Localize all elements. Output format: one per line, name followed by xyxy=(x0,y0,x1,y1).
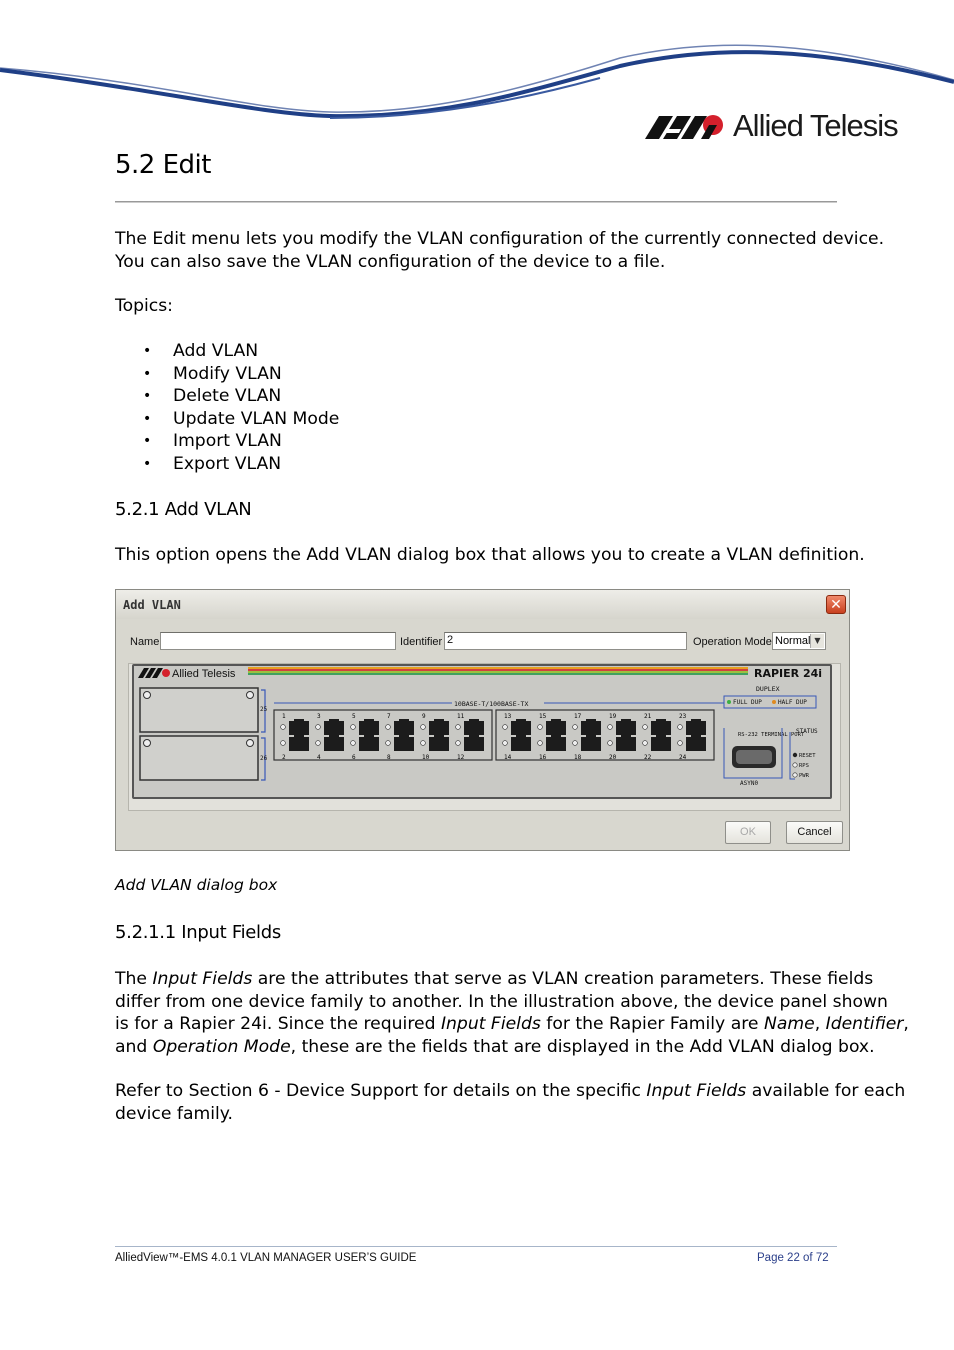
uplink-port-26-label: 26 xyxy=(260,755,268,762)
port-number-label: 8 xyxy=(387,754,391,761)
close-icon: ✕ xyxy=(830,597,842,613)
port-latch-icon xyxy=(294,719,304,722)
input-fields-heading: 5.2.1.1 Input Fields xyxy=(115,922,281,943)
port-latch-icon xyxy=(469,719,479,722)
port-led-icon xyxy=(538,725,543,730)
screw-icon xyxy=(247,692,254,699)
port-number-label: 24 xyxy=(679,754,687,761)
figure-caption: Add VLAN dialog box xyxy=(115,876,278,894)
port-led-icon xyxy=(281,725,286,730)
ok-button[interactable]: OK xyxy=(725,821,771,844)
topic-item: • Export VLAN xyxy=(140,453,339,476)
status-reset-label: RESET xyxy=(799,753,816,759)
screw-icon xyxy=(144,740,151,747)
panel-brand-mark-icon xyxy=(138,668,170,678)
ethernet-port-4[interactable] xyxy=(324,737,344,751)
ethernet-port-17[interactable] xyxy=(581,721,601,735)
port-number-label: 9 xyxy=(422,713,426,720)
screw-icon xyxy=(144,692,151,699)
intro-paragraph xyxy=(115,228,884,273)
name-label: Name xyxy=(130,636,160,648)
port-latch-icon xyxy=(516,719,526,722)
port-latch-icon xyxy=(621,719,631,722)
dialog-title: Add VLAN xyxy=(123,598,181,612)
port-led-icon xyxy=(316,725,321,730)
port-led-icon xyxy=(386,741,391,746)
brand-name: Allied Telesis xyxy=(733,108,898,143)
rapier-24i-front-panel xyxy=(134,666,830,797)
port-latch-icon xyxy=(434,719,444,722)
topic-item: • Delete VLAN xyxy=(140,385,339,408)
port-latch-icon xyxy=(691,735,701,738)
port-number-label: 15 xyxy=(539,713,547,720)
refer-paragraph: Refer to Section 6 - Device Support for details on the specific Input Fields available for each device family. xyxy=(115,1081,906,1124)
panel-model: RAPIER 24i xyxy=(754,667,823,680)
port-led-icon xyxy=(643,725,648,730)
port-number-label: 11 xyxy=(457,713,465,720)
ethernet-port-18[interactable] xyxy=(581,737,601,751)
rps-led-icon xyxy=(793,763,797,767)
port-number-label: 6 xyxy=(352,754,356,761)
ethernet-port-24[interactable] xyxy=(686,737,706,751)
port-latch-icon xyxy=(329,719,339,722)
port-number-label: 13 xyxy=(504,713,512,720)
port-latch-icon xyxy=(434,735,444,738)
ethernet-port-8[interactable] xyxy=(394,737,414,751)
pwr-led-icon xyxy=(793,773,797,777)
asyn-label: ASYN0 xyxy=(740,780,759,787)
port-latch-icon xyxy=(399,735,409,738)
uplink-port-25-label: 25 xyxy=(260,706,268,713)
port-group-label: 10BASE-T/100BASE-TX xyxy=(454,700,529,708)
port-led-icon xyxy=(678,741,683,746)
port-number-label: 2 xyxy=(282,754,286,761)
ethernet-port-13[interactable] xyxy=(511,721,531,735)
identifier-label: Identifier xyxy=(400,636,443,648)
port-number-label: 17 xyxy=(574,713,582,720)
device-panel xyxy=(132,664,832,799)
port-led-icon xyxy=(608,741,613,746)
uplink-module-25[interactable] xyxy=(140,688,258,732)
port-latch-icon xyxy=(469,735,479,738)
port-led-icon xyxy=(456,741,461,746)
port-led-icon xyxy=(608,725,613,730)
ethernet-port-5[interactable] xyxy=(359,721,379,735)
topic-item: • Add VLAN xyxy=(140,340,339,363)
port-led-icon xyxy=(456,725,461,730)
operation-mode-label: Operation Mode xyxy=(693,636,772,648)
duplex-label: DUPLEX xyxy=(756,685,780,693)
port-led-icon xyxy=(573,725,578,730)
ethernet-port-1[interactable] xyxy=(289,721,309,735)
ethernet-port-16[interactable] xyxy=(546,737,566,751)
input-fields-paragraph: The Input Fields are the attributes that serve as VLAN creation parameters. These fields differ from one device family to another. In the illustration above, the device panel shown is for a Rapier 24i. Since the required Input Fields for the Rapier Family are Name, Identifier, and Operation Mode, these are the fields that are displayed in the Add VLAN dialog box. xyxy=(115,969,909,1057)
terminal-port-label-text: RS-232 TERMINAL PORT xyxy=(738,732,805,738)
screw-icon xyxy=(247,740,254,747)
port-latch-icon xyxy=(621,735,631,738)
allied-telesis-mark-icon xyxy=(645,111,725,141)
port-latch-icon xyxy=(364,735,374,738)
operation-mode-value: Normal xyxy=(775,635,811,647)
port-latch-icon xyxy=(656,719,666,722)
terminal-port-label xyxy=(738,732,805,738)
port-latch-icon xyxy=(364,719,374,722)
topic-item: • Modify VLAN xyxy=(140,363,339,386)
port-led-icon xyxy=(316,741,321,746)
ethernet-port-20[interactable] xyxy=(616,737,636,751)
port-latch-icon xyxy=(399,719,409,722)
identifier-field[interactable]: 2 xyxy=(444,632,687,650)
allied-telesis-logo xyxy=(645,108,898,144)
status-label: STATUS xyxy=(796,728,818,735)
port-latch-icon xyxy=(656,735,666,738)
port-led-icon xyxy=(503,741,508,746)
topics-list xyxy=(140,340,339,475)
port-led-icon xyxy=(281,741,286,746)
port-number-label: 1 xyxy=(282,713,286,720)
port-led-icon xyxy=(421,725,426,730)
topics-label: Topics: xyxy=(115,296,173,316)
ethernet-port-21[interactable] xyxy=(651,721,671,735)
port-latch-icon xyxy=(516,735,526,738)
ethernet-port-10[interactable] xyxy=(429,737,449,751)
port-latch-icon xyxy=(329,735,339,738)
topic-item: • Import VLAN xyxy=(140,430,339,453)
chevron-down-icon[interactable]: ▼ xyxy=(810,634,824,648)
ethernet-port-15[interactable] xyxy=(546,721,566,735)
port-led-icon xyxy=(643,741,648,746)
port-led-icon xyxy=(351,725,356,730)
add-vlan-description: This option opens the Add VLAN dialog box that allows you to create a VLAN definition. xyxy=(115,545,865,565)
port-led-icon xyxy=(351,741,356,746)
port-number-label: 14 xyxy=(504,754,512,761)
port-number-label: 16 xyxy=(539,754,547,761)
port-number-label: 19 xyxy=(609,713,617,720)
status-pwr-label: PWR xyxy=(799,773,809,779)
full-dup-label: FULL DUP xyxy=(733,699,762,706)
footer-document-title: AlliedView™-EMS 4.0.1 VLAN MANAGER USER’S GUIDE xyxy=(115,1252,417,1264)
port-number-label: 12 xyxy=(457,754,465,761)
reset-led-icon xyxy=(793,753,797,757)
half-dup-led-icon xyxy=(772,700,776,704)
ethernet-port-19[interactable] xyxy=(616,721,636,735)
port-number-label: 7 xyxy=(387,713,391,720)
ethernet-port-22[interactable] xyxy=(651,737,671,751)
ethernet-port-11[interactable] xyxy=(464,721,484,735)
ethernet-port-12[interactable] xyxy=(464,737,484,751)
ethernet-port-3[interactable] xyxy=(324,721,344,735)
ports-right xyxy=(503,713,706,761)
port-number-label: 21 xyxy=(644,713,652,720)
port-number-label: 3 xyxy=(317,713,321,720)
serial-connector-pins-icon xyxy=(736,750,772,764)
port-number-label: 23 xyxy=(679,713,687,720)
add-vlan-heading: 5.2.1 Add VLAN xyxy=(115,499,252,520)
port-number-label: 4 xyxy=(317,754,321,761)
ethernet-port-7[interactable] xyxy=(394,721,414,735)
close-button[interactable] xyxy=(826,595,846,614)
port-led-icon xyxy=(421,741,426,746)
uplink-module-26[interactable] xyxy=(140,736,258,780)
port-led-icon xyxy=(678,725,683,730)
intro-line-2: You can also save the VLAN configuration of the device to a file. xyxy=(115,251,666,272)
port-latch-icon xyxy=(691,719,701,722)
cancel-button[interactable]: Cancel xyxy=(786,821,843,844)
port-number-label: 5 xyxy=(352,713,356,720)
ethernet-port-9[interactable] xyxy=(429,721,449,735)
intro-line-1: The Edit menu lets you modify the VLAN configuration of the currently connected device. xyxy=(115,229,885,249)
port-latch-icon xyxy=(586,719,596,722)
port-number-label: 18 xyxy=(574,754,582,761)
full-dup-led-icon xyxy=(727,700,731,704)
topic-item: • Update VLAN Mode xyxy=(140,408,339,431)
port-number-label: 10 xyxy=(422,754,430,761)
panel-brand: Allied Telesis xyxy=(172,668,236,680)
port-led-icon xyxy=(573,741,578,746)
dialog-title-bar[interactable] xyxy=(116,590,849,619)
footer-page-number: Page 22 of 72 xyxy=(757,1252,829,1264)
name-field[interactable] xyxy=(160,632,396,650)
ethernet-port-23[interactable] xyxy=(686,721,706,735)
ports-left xyxy=(281,713,484,761)
port-led-icon xyxy=(538,741,543,746)
section-title: 5.2 Edit xyxy=(115,150,211,180)
port-led-icon xyxy=(386,725,391,730)
status-rps-label: RPS xyxy=(799,763,809,769)
port-latch-icon xyxy=(551,735,561,738)
port-latch-icon xyxy=(294,735,304,738)
add-vlan-dialog xyxy=(115,589,850,851)
port-led-icon xyxy=(503,725,508,730)
ethernet-port-2[interactable] xyxy=(289,737,309,751)
port-latch-icon xyxy=(551,719,561,722)
footer-rule xyxy=(115,1246,837,1247)
port-latch-icon xyxy=(586,735,596,738)
port-number-label: 22 xyxy=(644,754,652,761)
port-number-label: 20 xyxy=(609,754,617,761)
operation-mode-select[interactable] xyxy=(772,632,826,650)
ethernet-port-6[interactable] xyxy=(359,737,379,751)
half-dup-label: HALF DUP xyxy=(778,699,807,706)
heading-rule xyxy=(115,201,837,203)
ethernet-port-14[interactable] xyxy=(511,737,531,751)
